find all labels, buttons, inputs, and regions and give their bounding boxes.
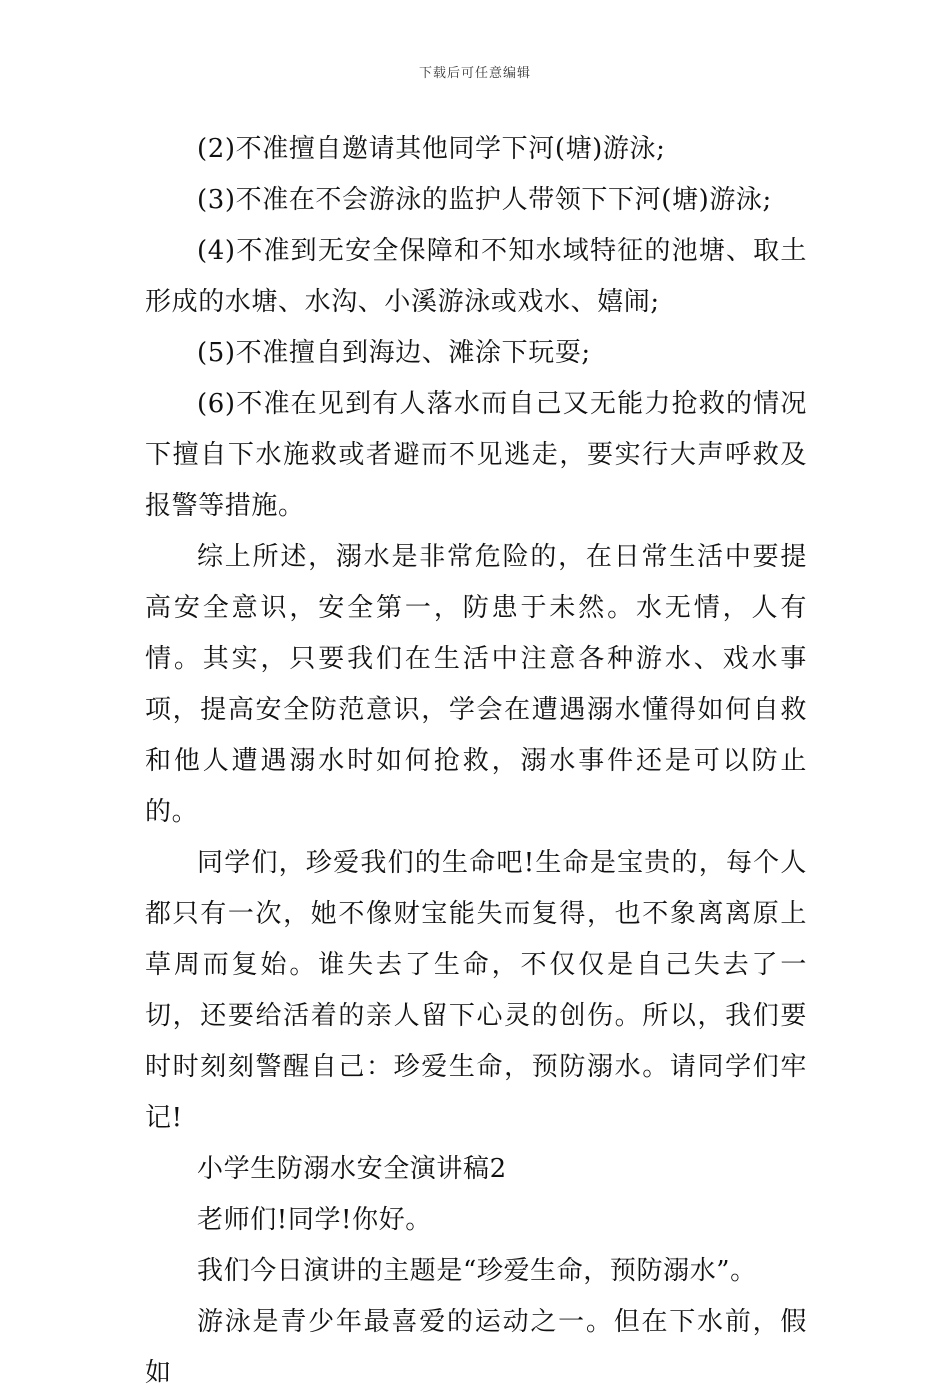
theme-line: 我们今日演讲的主题是“珍爱生命，预防溺水”。 (197, 1256, 757, 1286)
rule-item-6: (6)不准在见到有人落水而自己又无能力抢救的情况下擅自下水施救或者避而不见逃走，要实行大声呼救及报警等措施。 (145, 389, 807, 521)
section-title: 小学生防溺水安全演讲稿2 (197, 1154, 507, 1184)
greeting-line: 老师们!同学!你好。 (197, 1205, 432, 1235)
rule-item-4: (4)不准到无安全保障和不知水域特征的池塘、取土形成的水塘、水沟、小溪游泳或戏水、嬉闹; (145, 236, 807, 317)
rule-item-3: (3)不准在不会游泳的监护人带领下下河(塘)游泳; (197, 185, 772, 215)
rule-item-5: (5)不准擅自到海边、滩涂下玩耍; (197, 338, 591, 368)
summary-paragraph: 综上所述，溺水是非常危险的，在日常生活中要提高安全意识，安全第一，防患于未然。水无情，人有情。其实，只要我们在生活中注意各种游水、戏水事项，提高安全防范意识，学会在遭遇溺水懂得如何自救和他人遭遇溺水时如何抢救，溺水事件还是可以防止的。 (145, 542, 807, 827)
page-header: 下载后可任意编辑 (418, 66, 531, 81)
opening-paragraph: 游泳是青少年最喜爱的运动之一。但在下水前，假如 (145, 1307, 807, 1388)
document-body (145, 124, 807, 1399)
closing-paragraph: 同学们，珍爱我们的生命吧!生命是宝贵的，每个人都只有一次，她不像财宝能失而复得，也不象离离原上草周而复始。谁失去了生命，不仅仅是自己失去了一切，还要给活着的亲人留下心灵的创伤。所以，我们要时时刻刻警醒自己：珍爱生命，预防溺水。请同学们牢记! (145, 848, 807, 1133)
rule-item-2: (2)不准擅自邀请其他同学下河(塘)游泳; (197, 134, 666, 164)
